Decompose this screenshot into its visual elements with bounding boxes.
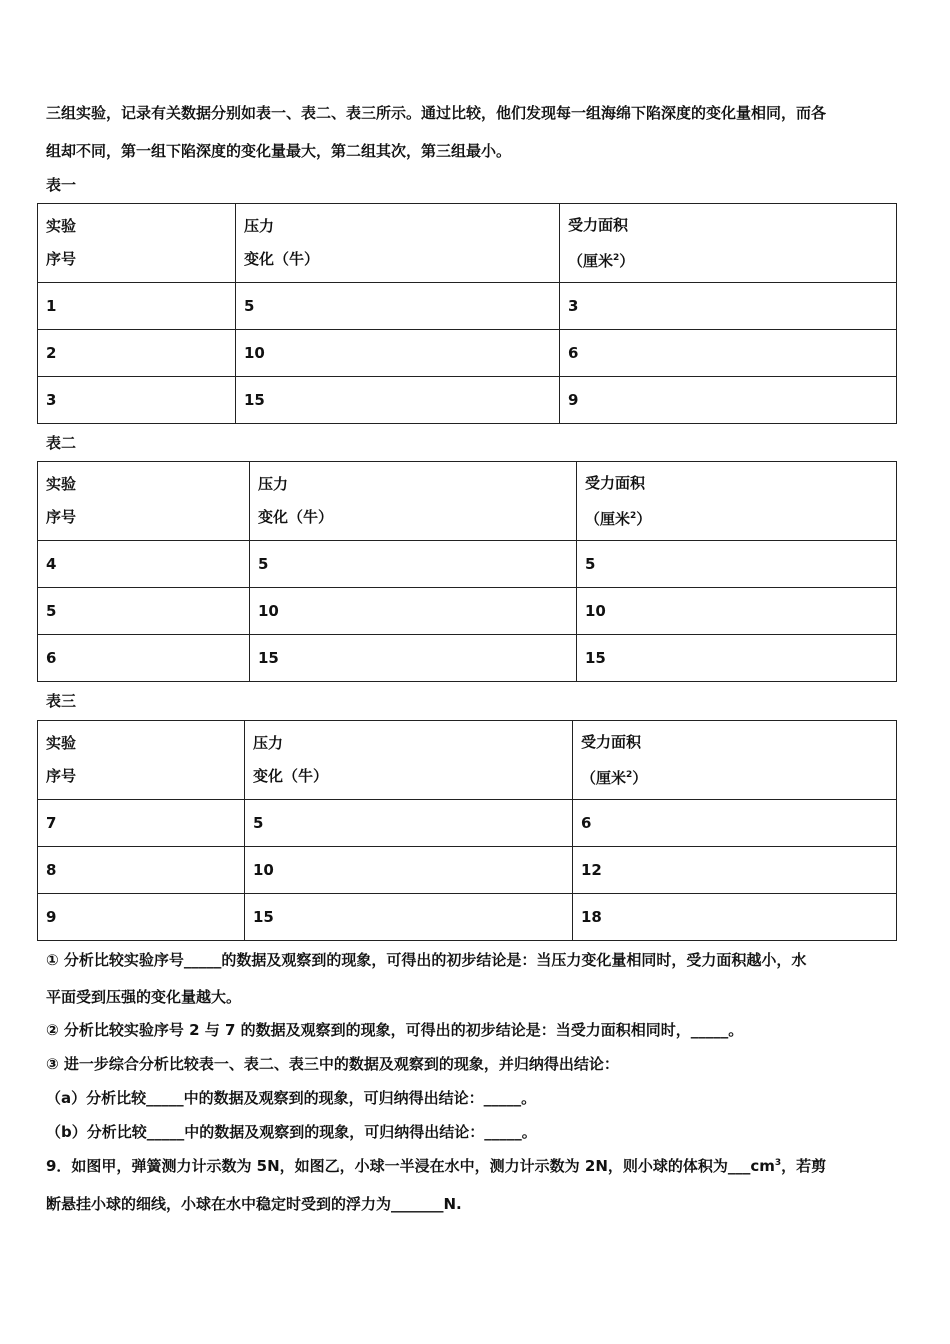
- header-cell-pressure: 压力 变化（牛）: [250, 462, 577, 541]
- table-header-row: [38, 721, 897, 800]
- table-cell: 7: [38, 800, 245, 847]
- table-3-caption: 表三: [46, 692, 77, 710]
- table-cell: 9: [560, 377, 897, 424]
- table-row: [38, 588, 897, 635]
- table-cell: 5: [577, 541, 897, 588]
- question-3: ③ 进一步综合分析比较表一、表二、表三中的数据及观察到的现象，并归纳得出结论：: [46, 1055, 619, 1073]
- intro-line-1: 三组实验，记录有关数据分别如表一、表二、表三所示。通过比较，他们发现每一组海绵下陷深度的变化量相同，而各: [46, 104, 827, 122]
- table-cell: 10: [236, 330, 560, 377]
- table-cell: 5: [250, 541, 577, 588]
- header-cell-area: 受力面积 （厘米$^2$）: [577, 462, 897, 541]
- table-row: [38, 894, 897, 941]
- table-row: [38, 283, 897, 330]
- table-row: [38, 635, 897, 682]
- table-cell: 18: [573, 894, 897, 941]
- header-cell-area: 受力面积 （厘米$^2$）: [573, 721, 897, 800]
- table-row: [38, 541, 897, 588]
- table-cell: 6: [560, 330, 897, 377]
- table-cell: 15: [236, 377, 560, 424]
- table-row: [38, 330, 897, 377]
- table-1-caption: 表一: [46, 176, 77, 194]
- table-cell: 10: [245, 847, 573, 894]
- table-cell: 12: [573, 847, 897, 894]
- table-cell: 8: [38, 847, 245, 894]
- table-cell: 9: [38, 894, 245, 941]
- header-cell-seq: 实验 序号: [38, 462, 250, 541]
- table-cell: 4: [38, 541, 250, 588]
- table-row: [38, 847, 897, 894]
- table-cell: 15: [250, 635, 577, 682]
- question-3b: （b）分析比较_____中的数据及观察到的现象，可归纳得出结论：_____。: [46, 1123, 537, 1141]
- table-header-row: [38, 462, 897, 541]
- table-cell: 5: [245, 800, 573, 847]
- question-1-line-2: 平面受到压强的变化量越大。: [46, 988, 242, 1006]
- table-cell: 3: [560, 283, 897, 330]
- table-cell: 10: [250, 588, 577, 635]
- table-cell: 15: [577, 635, 897, 682]
- table-header-row: [38, 204, 897, 283]
- table-cell: 6: [38, 635, 250, 682]
- table-cell: 6: [573, 800, 897, 847]
- table-2-caption: 表二: [46, 434, 77, 452]
- table-row: [38, 377, 897, 424]
- header-cell-pressure: 压力 变化（牛）: [236, 204, 560, 283]
- table-cell: 3: [38, 377, 236, 424]
- table-3: [37, 720, 897, 941]
- question-9-line-2: 断悬挂小球的细线，小球在水中稳定时受到的浮力为_______N.: [46, 1195, 462, 1213]
- table-cell: 5: [236, 283, 560, 330]
- question-9-line-1: 9．如图甲，弹簧测力计示数为 5N，如图乙，小球一半浸在水中，测力计示数为 2N，则小球的体积为$\_\_\_cm^3$，若剪: [46, 1157, 827, 1175]
- table-cell: 10: [577, 588, 897, 635]
- table-cell: 1: [38, 283, 236, 330]
- table-cell: 5: [38, 588, 250, 635]
- table-2: [37, 461, 897, 682]
- header-cell-pressure: 压力 变化（牛）: [245, 721, 573, 800]
- header-cell-seq: 实验 序号: [38, 204, 236, 283]
- intro-line-2: 组却不同，第一组下陷深度的变化量最大，第二组其次，第三组最小。: [46, 142, 512, 160]
- question-3a: （a）分析比较_____中的数据及观察到的现象，可归纳得出结论：_____。: [46, 1089, 537, 1107]
- table-1: [37, 203, 897, 424]
- question-1-line-1: ① 分析比较实验序号_____的数据及观察到的现象，可得出的初步结论是：当压力变化量相同时，受力面积越小，水: [46, 951, 807, 969]
- header-cell-area: 受力面积 （厘米$^2$）: [560, 204, 897, 283]
- table-row: [38, 800, 897, 847]
- table-cell: 15: [245, 894, 573, 941]
- header-cell-seq: 实验 序号: [38, 721, 245, 800]
- question-2: ② 分析比较实验序号 2 与 7 的数据及观察到的现象，可得出的初步结论是：当受力面积相同时，_____。: [46, 1021, 744, 1039]
- table-cell: 2: [38, 330, 236, 377]
